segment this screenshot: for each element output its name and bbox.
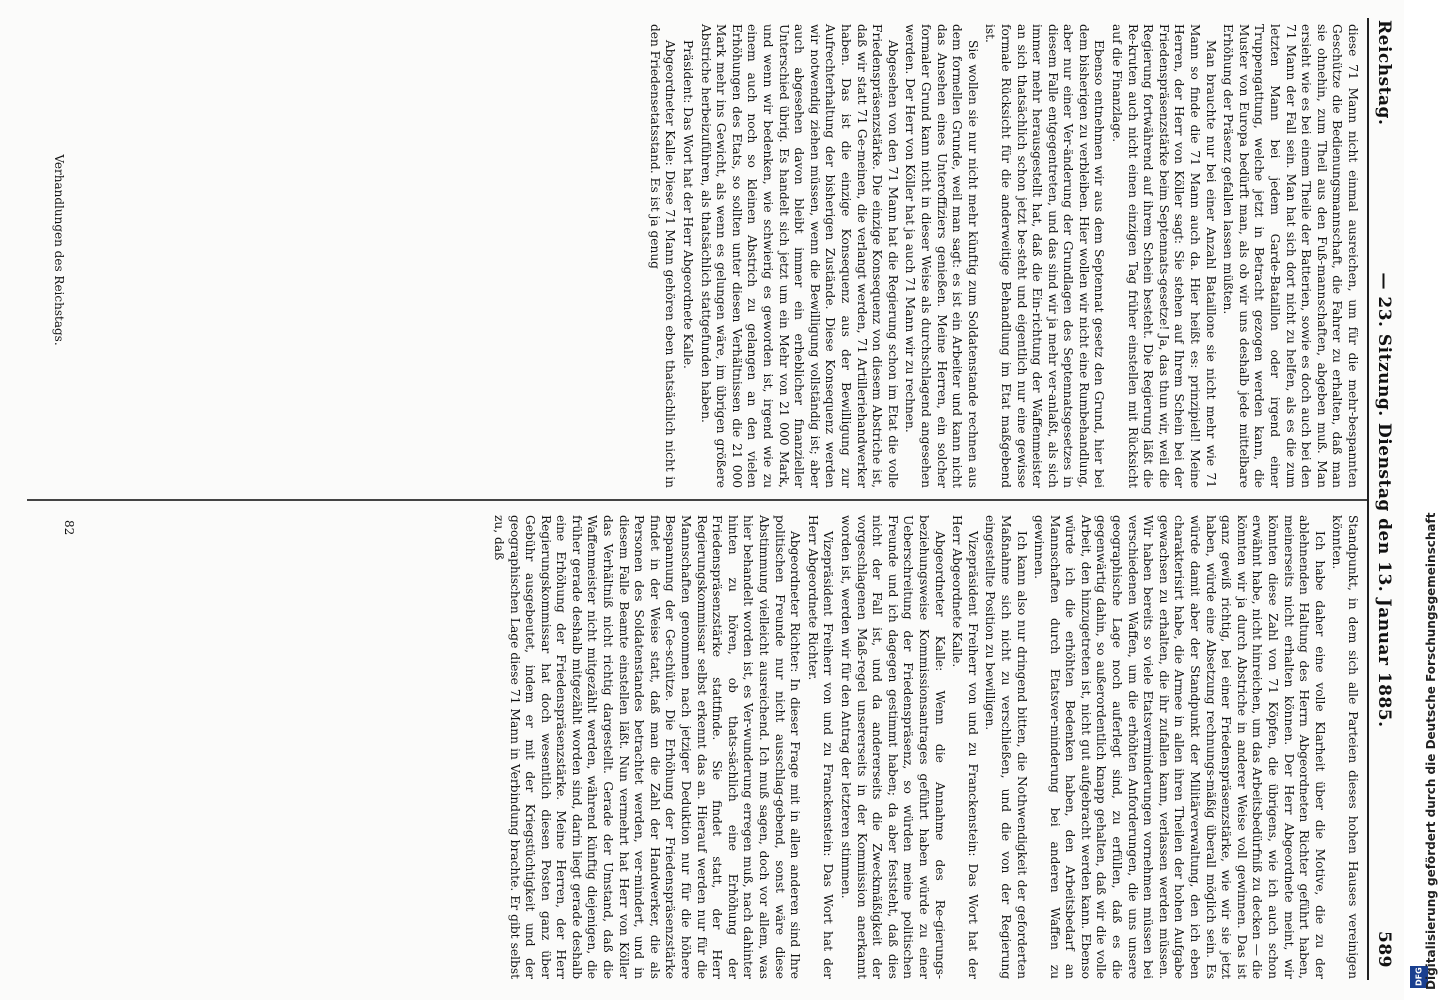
header-center: — 23. Sitzung. Dienstag den 13. Januar 1885. — [1374, 272, 1394, 728]
paragraph: Ich kann also nur dringend bitten, die Nothwendigkeit der geforderten Maßnahme sich nicht zu verschließen, und die von der Regierung eingestellte Position zu bewilligen. — [983, 515, 1029, 979]
paragraph: Man brauchte nur bei einer Anzahl Bataillone sie nicht mehr wie 71 Mann so finde die 71 Mann auch da. Hier heißt es: prinzipiell! Meine Herren, der Herr von Köller sagt: Sie stehen auf Ihrem Schein bei der Friedenspräsenzstärke beim Septennats-gesetze! Ja, das thun wir, weil die Regierung fortwährend auf ihrem Schein besteht. Die Regierung läßt die Re-kruten auch nicht einen einzigen Tag früher einstellen mit Rücksicht auf die Finanzlage. — [1110, 24, 1218, 488]
paragraph: Abgeordneter Kalle: Diese 71 Mann gehören eben thatsächlich nicht in den Friedensetatsstand. Es ist ja genug — [647, 24, 678, 488]
paragraph: Abgesehen von den 71 Mann hat die Regierung schon im Etat die volle Friedenspräsenzstärke. Die einzige Konsequenz von diesem Abstriche ist, daß wir statt 71 Ge-meinen, die verlangt werden, 71 Artilleriehandwerker haben. Das ist die einzige Konsequenz aus der Bewilligung zur Aufrechterhaltung der bisherigen Zustände. Diese Konsequenz werden wir notwendig ziehen müssen, wenn die Bewilligung vollständig ist; aber auch abgesehen davon bleibt immer ein erheblicher finanzieller Unterschied übrig. Es handelt sich jetzt um ein Mehr von 21 000 Mark, und wenn wir bedenken, wie schwierig es geworden ist, irgend wie zu einem auch noch so kleinen Abstrich zu gelangen an den vielen Erhöhungen des Etats, so sollten unter diesen Verhältnissen die 21 000 Mark mehr ins Gewicht, als wenn es gelungen wäre, im übrigen größere Abstriche herbeizuführen, als thatsächlich stattgefunden haben. — [698, 24, 900, 488]
column-divider — [27, 499, 1367, 501]
paragraph: Standpunkt, in dem sich alle Parteien dieses hohen Hauses vereinigen könnten. — [1330, 515, 1360, 979]
paragraph: Sie wollen sie nur nicht mehr künftig zum Soldatenstande rechnen aus dem formellen Grunde, weil man sagt: es ist ein Arbeiter und kann nicht das Ansehen eines Unteroffiziers genießen. Meine Herren, ein solcher formaler Grund kann nicht in dieser Weise als durchschlagend angesehen werden. Der Herr von Köller hat ja auch 71 Mann wir zu rechnen. — [903, 24, 980, 488]
paragraph: Abgeordneter Kalle: Wenn die Annahme des Re-gierungs-beziehungsweise Kommissionsantrages geführt haben würde zu einer Ueberschreitung der Friedenspräsenz, so würden meine politischen Freunde und ich dagegen gestimmt haben; da aber feststeht, daß dies nicht der Fall ist, und da andererseits die Zweckmäßigkeit der vorgeschlagenen Maß-regel unsererseits in der Kommission anerkannt worden ist, werden wir für den Antrag der letzteren stimmen. — [839, 515, 947, 979]
text-column-left — [488, 515, 1360, 979]
header-left: Reichstag. — [1374, 20, 1394, 126]
footnote: Verhandlungen des Reichstags. — [52, 154, 66, 346]
page-header — [1372, 0, 1394, 1000]
paragraph: Vizepräsident Freiherr von und zu Franckenstein: Das Wort hat der Herr Abgeordnete Kalle. — [950, 515, 980, 979]
page-content — [16, 0, 1416, 1000]
dfg-logo-icon: DFG — [1410, 966, 1428, 988]
paragraph: Ebenso entnehmen wir aus dem Septennat gesetz den Grund, hier bei dem bisherigen zu verbleiben. Hier wollen wir nicht eine Rumbehandlung, aber nur einer Ver-änderung der Grundlagen des Septennatsgesetzes in diesem Falle entgegentreten, und das sind wir ja mehr ver-anlaßt, als sich immer mehr herausgestellt hat, daß die Ein-richtung der Waffenmeister an sich thatsächlich schon jetzt be-steht und eigentlich nur eine gewisse formale Rücksicht für die anderweitige Behandlung im Etat maßgebend ist. — [983, 24, 1107, 488]
text-column-right — [644, 24, 1360, 488]
page-number: 589 — [1374, 931, 1394, 968]
header-rule — [1367, 18, 1369, 980]
funding-caption: Digitalisierung gefördert durch die Deutsche Forschungsgemeinschaft — [1424, 512, 1438, 990]
paragraph: Ich habe daher eine volle Klarheit über die Motive, die zu der ablehnenden Haltung des Herrn Abgeordneten Richter geführt haben, meinerseits nicht erhalten können. Der Herr Abgeordnete meint, wir könnten diese Zahl von 71 Köpfen, die übrigens, wie ich auch schon erwähnt habe, nicht hinreichen, um das Arbeitsbedürfniß zu decken — die könnten wir ja durch Abstriche in anderer Weise voll gewinnen. Das ist ganz gewiß richtig, bei einer Friedenspräsenzstärke, wie wir sie jetzt haben, würde eine Absetzung rechnungs-mäßig überall möglich sein. Es würde damit aber der Standpunkt der Militärverwaltung, den ich eben charakterisirt habe, die Armee in allen ihren Theilen der hohen Aufgabe gewachsen zu erhalten, die ihr zufallen kann, verlassen werden müssen. Wir haben bereits so viele Etatsverminderungen vornehmen müssen bei verschiedenen Waffen, um die erhöhten Anforderungen, die uns unsere geographische Lage noch auferlegt sind, zu erfüllen, daß es die gegenwärtig dahin, so außerordentlich knapp gehalten, daß wir die volle Arbeit, den hinzugetreten ist, nicht gut aufgebracht werden kann. Ebenso würde ich die erhöhten Bedenken haben, den Arbeitsbedarf an Mannschaften durch Etatsver-minderung bei anderen Waffen zu gewinnen. — [1032, 515, 1327, 979]
signature-mark: 82 — [62, 520, 76, 536]
paragraph: Vizepräsident Freiherr von und zu Franckenstein: Das Wort hat der Herr Abgeordnete Richter. — [805, 515, 836, 979]
paragraph: Abgeordneter Richter: In dieser Frage mit in allen anderen sind Ihre politischen Freunde nur nicht ausschlag-gebend, sonst wäre diese Abstimmung vielleicht ausreichend. Ich muß sagen, doch vor allem, was hier behandelt worden ist, es Ver-wunderung erregen muß, nach dahinter hinten zu hören, ob thats-sächlich eine Erhöhung der Friedenspräsenzstärke stattfinde. Sie findet statt, der Herr Regierungskommissar selbst erkennt das an. Hierauf werden nur für die Mannschaften genommen nach jetziger Deduktion nur für die höhere Bespannung der Ge-schütze. Die Erhöhung der Friedenspräsenzstärke findet in der Weise statt, daß man die Zahl der Handwerker, die als Personen des Soldatenstandes betrachtet werden, ver-mindert, und in diesem Falle Beamte einstellen läßt. Nun vermehrt hat Herr von Köller das Verhältniß nicht richtig dargestellt. Gerade der Umstand, daß die Waffenmeister nicht mitgezählt werden, während künftig diejenigen, die früher gerade deshalb mitgezählt worden sind, darin liegt gerade deshalb eine Erhöhung der Friedenspräsenzstärke. Meine Herren, der Herr Regierungskommissar hat doch wesentlich diesen Posten ganz über Gebühr ausgebeutet, indem er mit der Kriegstüchtigkeit und der geographischen Lage diese 71 Mann in Verbindung brachte. Er gibt selbst zu, daß — [491, 515, 803, 979]
paragraph: Präsident: Das Wort hat der Herr Abgeordnete Kalle. — [681, 40, 696, 369]
paragraph: diese 71 Mann nicht einmal ausreichen, um für die mehr-bespannten Geschütze die Bedienungsmannschaft, die Fahrer zu erhalten, daß man sie ohnehin, zum Theil aus den Fuß-mannschaften, abgeben muß. Man ersieht wie es bei einem Theile der Batterien, sowie es doch auch bei den 71 Mann der Fall sein. Man hat sich dort nicht zu helfen, als es die zum letzten Mann bei jedem Garde-Bataillon oder irgend einer Truppengattung, welche jetzt in Betracht gezogen werden kann, die Muster von Europa bedürft man, als ob wir uns deshalb jede mittelbare Erhöhung der Präsenz gefallen lassen müßten. — [1221, 24, 1360, 488]
